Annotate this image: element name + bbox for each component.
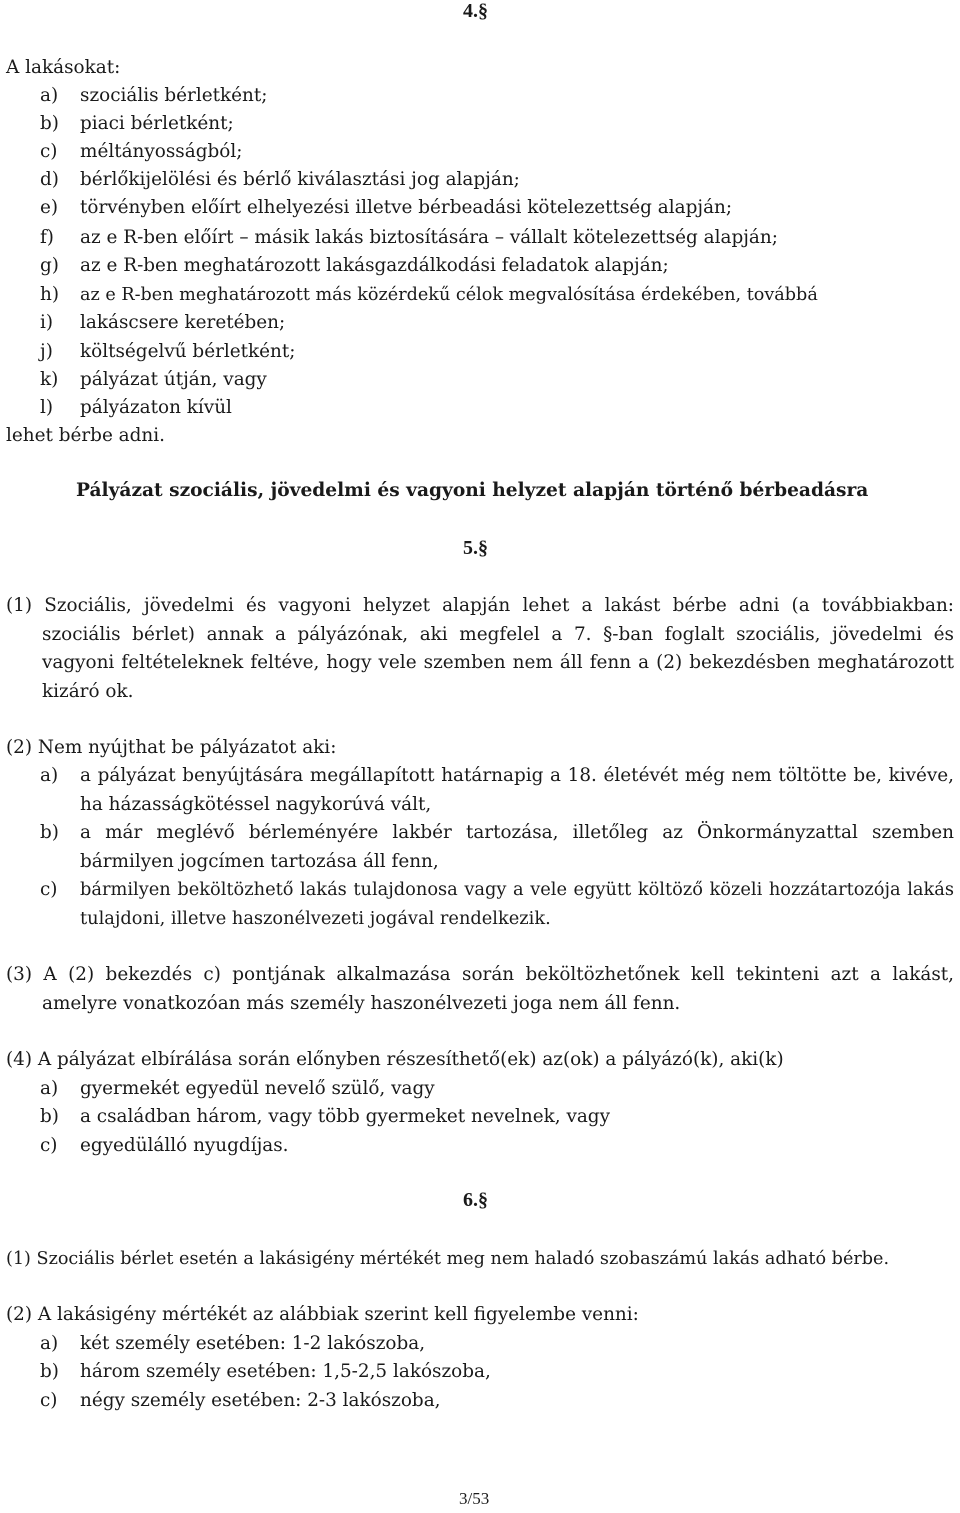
list-text: piaci bérletként; (80, 113, 234, 134)
list-label: l) (40, 397, 54, 418)
list-text: szociális bérletként; (80, 85, 268, 106)
section-6-paragraph-2-intro: (2) A lakásigény mértékét az alábbiak szerint kell figyelembe venni: (6, 1304, 639, 1325)
list-label: d) (40, 169, 59, 190)
section-6-number: 6.§ (463, 1189, 488, 1211)
section-5-paragraph-4-intro: (4) A pályázat elbírálása során előnyben részesíthető(ek) az(ok) a pályázó(k), aki(k) (6, 1049, 784, 1070)
list-label: h) (40, 284, 60, 305)
list-text: pályázat útján, vagy (80, 369, 267, 390)
list-text: pályázaton kívül (80, 397, 232, 418)
list-label: c) (40, 1135, 58, 1156)
page-number: 3/53 (459, 1489, 490, 1508)
list-label: a) (40, 1078, 59, 1099)
list-text: egyedülálló nyugdíjas. (80, 1135, 289, 1156)
list-label: a) (40, 1333, 59, 1354)
list-label: a) (40, 85, 59, 106)
list-text: három személy esetében: 1,5-2,5 lakószoba, (80, 1361, 491, 1382)
list-text: a már meglévő bérleményére lakbér tartozása, illetőleg az Önkormányzattal szemben bármilyen jogcímen tartozása áll fenn, (80, 822, 954, 872)
list-text: lakáscsere keretében; (80, 312, 286, 333)
list-label: f) (40, 227, 54, 248)
list-text: az e R-ben meghatározott más közérdekű célok megvalósítása érdekében, továbbá (80, 285, 818, 305)
list-text: az e R-ben előírt – másik lakás biztosítására – vállalt kötelezettség alapján; (80, 227, 778, 248)
list-label: k) (40, 369, 59, 390)
list-text: a pályázat benyújtására megállapított határnapig a 18. életévét még nem töltötte be, kivéve, ha házasságkötéssel nagykorúvá vált, (80, 765, 954, 815)
section-5-paragraph-2-intro: (2) Nem nyújthat be pályázatot aki: (6, 737, 337, 758)
list-label: a) (40, 765, 59, 786)
section-6-paragraph-1: (1) Szociális bérlet esetén a lakásigény mértékét meg nem haladó szobaszámú lakás adható bérbe. (6, 1249, 890, 1269)
list-text: törvényben előírt elhelyezési illetve bérbeadási kötelezettség alapján; (80, 197, 733, 218)
list-text: két személy esetében: 1-2 lakószoba, (80, 1333, 426, 1354)
list-text: költségelvű bérletként; (80, 341, 296, 362)
list-text: gyermekét egyedül nevelő szülő, vagy (80, 1078, 435, 1099)
section-heading: Pályázat szociális, jövedelmi és vagyoni helyzet alapján történő bérbeadásra (76, 480, 869, 501)
list-label: b) (40, 822, 59, 843)
list-label: c) (40, 1390, 58, 1411)
list-label: b) (40, 1106, 59, 1127)
list-text: bármilyen beköltözhető lakás tulajdonosa vagy a vele együtt költöző közeli hozzátartozója lakás tulajdoni, illetve haszonélvezeti jogával rendelkezik. (80, 879, 954, 929)
list-label: c) (40, 141, 58, 162)
list-label: c) (40, 879, 58, 900)
section-5-paragraph-3: (3) A (2) bekezdés c) pontjának alkalmazása során beköltözhetőnek kell tekinteni azt a lakást, amelyre vonatkozóan más személy haszonélvezeti joga nem áll fenn. (6, 964, 954, 1014)
list-label: g) (40, 255, 59, 276)
list-text: bérlőkijelölési és bérlő kiválasztási jog alapján; (80, 169, 520, 190)
list-text: méltányosságból; (80, 141, 243, 162)
list-text: négy személy esetében: 2-3 lakószoba, (80, 1390, 441, 1411)
list-label: e) (40, 197, 59, 218)
section-4-intro: A lakásokat: (6, 57, 121, 78)
section-4-closing: lehet bérbe adni. (6, 425, 165, 446)
section-5-number: 5.§ (463, 537, 488, 559)
section-4-number: 4.§ (463, 0, 488, 22)
section-5-paragraph-1: (1) Szociális, jövedelmi és vagyoni helyzet alapján lehet a lakást bérbe adni (a továbbiakban: szociális bérlet) annak a pályázónak, aki megfelel a 7. §-ban foglalt szociális, jövedelmi és vagyoni feltételeknek feltéve, hogy vele szemben nem áll fenn a (2) bekezdésben meghatározott kizáró ok. (6, 595, 954, 702)
list-label: j) (40, 341, 53, 362)
list-label: b) (40, 1361, 59, 1382)
list-label: b) (40, 113, 59, 134)
list-text: a családban három, vagy több gyermeket nevelnek, vagy (80, 1106, 610, 1127)
list-text: az e R-ben meghatározott lakásgazdálkodási feladatok alapján; (80, 255, 669, 276)
list-label: i) (40, 312, 54, 333)
